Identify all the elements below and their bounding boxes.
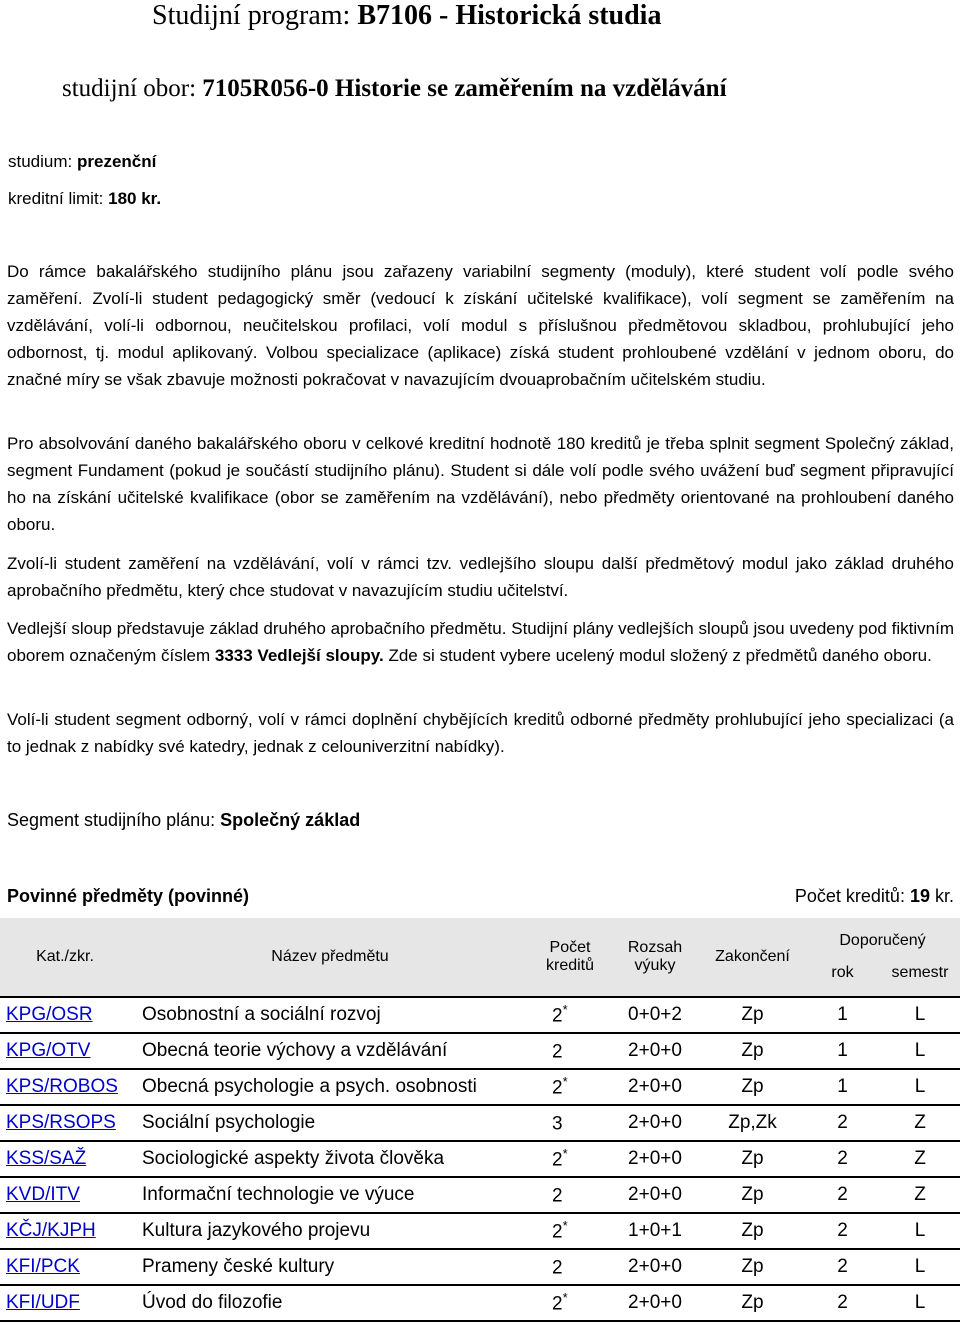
table-row	[0, 1141, 960, 1177]
course-semester-text: L	[914, 1256, 926, 1277]
header-credits-line2: kreditů	[545, 957, 595, 974]
course-completion	[700, 1249, 805, 1285]
credit-star-marker: *	[562, 1290, 568, 1306]
course-scope	[610, 997, 700, 1033]
study-mode-value: prezenční	[76, 152, 157, 171]
study-mode-label: studium:	[8, 152, 77, 171]
course-code-link[interactable]: KPS/RSOPS	[6, 1112, 116, 1133]
course-year	[805, 997, 880, 1033]
segment-label: Segment studijního plánu:	[7, 810, 221, 830]
course-scope	[610, 1177, 700, 1213]
course-credits	[530, 1141, 610, 1177]
course-year-text: 2	[837, 1184, 848, 1205]
courses-table	[0, 918, 960, 1322]
credit-star-marker: *	[562, 1002, 568, 1018]
course-code-link[interactable]: KFI/PCK	[6, 1256, 80, 1277]
course-completion-text: Zp	[741, 1004, 764, 1025]
table-row	[0, 1033, 960, 1069]
course-year	[805, 1177, 880, 1213]
course-semester	[880, 1249, 960, 1285]
course-completion	[700, 1069, 805, 1105]
credit-star-marker: *	[562, 1218, 568, 1234]
field-title	[62, 75, 727, 103]
course-scope-text: 2+0+0	[628, 1256, 682, 1277]
course-name	[130, 1249, 530, 1285]
paragraph-text: Pro absolvování daného bakalářského oboru v celkové kreditní hodnotě 180 kreditů je třeba splnit segment Společný základ, segment Fundament (pokud je součástí studijního plánu). Student si dále volí podle svého uvážení buď segment připravující ho na získání učitelské kvalifikace (obor se zaměřením na vzdělávání), nebo předměty orientované na prohloubení daného oboru.	[7, 434, 954, 534]
course-code[interactable]	[0, 1141, 130, 1177]
course-semester	[880, 1141, 960, 1177]
required-heading: Povinné předměty (povinné)	[7, 886, 250, 906]
course-credits-text: 2	[552, 1041, 563, 1063]
course-name-text: Sociální psychologie	[142, 1112, 316, 1133]
course-year	[805, 1069, 880, 1105]
course-completion	[700, 1105, 805, 1141]
intro-paragraph-3	[7, 550, 954, 604]
course-semester-text: L	[914, 1004, 926, 1025]
course-semester-text: Z	[914, 1112, 926, 1133]
table-row	[0, 1069, 960, 1105]
course-credits-text: 2	[552, 1185, 563, 1207]
course-semester-text: L	[914, 1040, 926, 1061]
course-code-link[interactable]: KPS/ROBOS	[6, 1076, 118, 1097]
paragraph-text: Zvolí-li student zaměření na vzdělávání, volí v rámci tzv. vedlejšího sloupu další předmětový modul jako základ druhého aprobačního předmětu, který chce studovat v navazujícím studiu učitelství.	[7, 554, 954, 600]
course-name	[130, 1141, 530, 1177]
header-credits-line1: Počet	[549, 939, 591, 956]
program-title	[152, 0, 661, 32]
course-semester	[880, 1213, 960, 1249]
header-recommended-label: Doporučený	[839, 932, 926, 949]
course-credits-text: 2	[552, 1149, 563, 1171]
table-row	[0, 1105, 960, 1141]
course-code-link[interactable]: KFI/UDF	[6, 1292, 80, 1313]
header-code: Kat./zkr.	[0, 918, 130, 997]
course-year-text: 1	[837, 1004, 848, 1025]
program-name: B7106 - Historická studia	[357, 0, 662, 31]
course-scope	[610, 1141, 700, 1177]
header-scope	[610, 918, 700, 997]
course-name	[130, 1033, 530, 1069]
course-credits	[530, 1285, 610, 1321]
course-year-text: 1	[837, 1040, 848, 1061]
credit-star-marker: *	[562, 1074, 568, 1090]
study-mode	[8, 152, 156, 172]
course-credits-text: 2	[552, 1293, 563, 1315]
course-name	[130, 1213, 530, 1249]
course-completion-text: Zp,Zk	[728, 1112, 777, 1133]
course-completion	[700, 1177, 805, 1213]
course-completion	[700, 1213, 805, 1249]
course-name-text: Obecná teorie výchovy a vzdělávání	[142, 1040, 448, 1061]
header-semester: semestr	[891, 964, 949, 981]
course-scope-text: 2+0+0	[628, 1076, 682, 1097]
course-year	[805, 1213, 880, 1249]
course-completion-text: Zp	[741, 1292, 764, 1313]
course-credits	[530, 1177, 610, 1213]
course-scope	[610, 1105, 700, 1141]
course-credits	[530, 997, 610, 1033]
course-code[interactable]	[0, 997, 130, 1033]
course-year	[805, 1033, 880, 1069]
course-year-text: 2	[837, 1112, 848, 1133]
course-semester-text: Z	[914, 1184, 926, 1205]
field-prefix: studijní obor:	[62, 75, 203, 102]
course-code[interactable]	[0, 1285, 130, 1321]
course-code-link[interactable]: KSS/SAŽ	[6, 1148, 87, 1169]
paragraph-bold: 3333 Vedlejší sloupy.	[214, 646, 384, 665]
course-semester-text: L	[914, 1076, 926, 1097]
course-semester	[880, 1177, 960, 1213]
course-code[interactable]	[0, 1213, 130, 1249]
course-credits	[530, 1213, 610, 1249]
course-credits-text: 2	[552, 1005, 563, 1027]
course-name	[130, 1069, 530, 1105]
intro-paragraph-1	[7, 258, 954, 393]
course-credits-text: 2	[552, 1077, 563, 1099]
credit-limit	[8, 189, 161, 209]
course-scope-text: 2+0+0	[628, 1184, 682, 1205]
course-scope-text: 0+0+2	[628, 1004, 682, 1025]
course-year-text: 1	[837, 1076, 848, 1097]
segment-value: Společný základ	[220, 810, 361, 830]
course-name	[130, 1285, 530, 1321]
course-semester-text: L	[914, 1220, 926, 1241]
table-row	[0, 1177, 960, 1213]
course-name-text: Obecná psychologie a psych. osobnosti	[142, 1076, 477, 1097]
course-completion	[700, 1033, 805, 1069]
course-year-text: 2	[837, 1292, 848, 1313]
required-credits	[795, 886, 954, 907]
course-code-link[interactable]: KVD/ITV	[6, 1184, 80, 1205]
course-scope	[610, 1213, 700, 1249]
course-year	[805, 1249, 880, 1285]
course-code-link[interactable]: KČJ/KJPH	[6, 1220, 96, 1241]
course-credits-text: 2	[552, 1221, 563, 1243]
course-code[interactable]	[0, 1249, 130, 1285]
course-semester	[880, 997, 960, 1033]
course-credits	[530, 1249, 610, 1285]
paragraph-text	[7, 615, 954, 669]
course-year	[805, 1141, 880, 1177]
paragraph-text: Volí-li student segment odborný, volí v rámci doplnění chybějících kreditů odborné předměty prohlubující jeho specializaci (a to jednak z nabídky své katedry, jednak z celouniverzitní nabídky).	[7, 710, 954, 756]
course-scope	[610, 1069, 700, 1105]
course-year-text: 2	[837, 1220, 848, 1241]
course-scope-text: 2+0+0	[628, 1040, 682, 1061]
table-header-row	[0, 918, 960, 997]
course-semester	[880, 1069, 960, 1105]
course-code[interactable]	[0, 1177, 130, 1213]
header-completion: Zakončení	[700, 918, 805, 997]
course-name-text: Úvod do filozofie	[142, 1292, 283, 1313]
course-completion	[700, 997, 805, 1033]
course-credits	[530, 1069, 610, 1105]
intro-paragraph-4	[7, 615, 954, 669]
course-name	[130, 1177, 530, 1213]
header-credits	[530, 918, 610, 997]
course-scope-text: 1+0+1	[628, 1220, 682, 1241]
course-semester	[880, 1105, 960, 1141]
table-row	[0, 1249, 960, 1285]
course-completion-text: Zp	[741, 1040, 764, 1061]
segment-heading	[7, 810, 360, 831]
course-code[interactable]	[0, 1105, 130, 1141]
course-scope-text: 2+0+0	[628, 1112, 682, 1133]
course-completion	[700, 1285, 805, 1321]
course-scope	[610, 1285, 700, 1321]
course-completion-text: Zp	[741, 1184, 764, 1205]
header-scope-line1: Rozsah	[627, 939, 683, 956]
course-name	[130, 1105, 530, 1141]
course-semester-text: Z	[914, 1148, 926, 1169]
course-year	[805, 1105, 880, 1141]
course-code[interactable]	[0, 1033, 130, 1069]
paragraph-part: Zde si student vybere ucelený modul složený z předmětů daného oboru.	[383, 646, 932, 665]
table-row	[0, 1213, 960, 1249]
course-name-text: Sociologické aspekty života člověka	[142, 1148, 445, 1169]
course-semester	[880, 1033, 960, 1069]
header-recommended	[805, 918, 960, 997]
intro-paragraph-2	[7, 430, 954, 538]
course-credits	[530, 1105, 610, 1141]
course-completion-text: Zp	[741, 1076, 764, 1097]
paragraph-text: Do rámce bakalářského studijního plánu jsou zařazeny variabilní segmenty (moduly), které student volí podle svého zaměření. Zvolí-li student pedagogický směr (vedoucí k získání učitelské kvalifikace), volí segment se zaměřením na vzdělávání, volí-li odbornou, neučitelskou profilaci, volí modul s příslušnou předmětovou skladbou, prohlubující jeho odbornost, tj. modul aplikovaný. Volbou specializace (aplikace) získá student prohloubené vzdělání v jednom oboru, do značné míry se však zbavuje možnosti pokračovat v navazujícím dvouaprobačním učitelském studiu.	[7, 262, 954, 389]
course-completion-text: Zp	[741, 1220, 764, 1241]
course-name-text: Kultura jazykového projevu	[142, 1220, 371, 1241]
course-scope-text: 2+0+0	[628, 1292, 682, 1313]
credit-limit-value: 180 kr.	[108, 189, 162, 208]
course-code-link[interactable]: KPG/OTV	[6, 1040, 91, 1061]
course-year-text: 2	[837, 1148, 848, 1169]
course-completion-text: Zp	[741, 1256, 764, 1277]
credits-unit: kr.	[929, 886, 954, 906]
course-scope-text: 2+0+0	[628, 1148, 682, 1169]
course-completion	[700, 1141, 805, 1177]
course-name-text: Osobnostní a sociální rozvoj	[142, 1004, 381, 1025]
course-year-text: 2	[837, 1256, 848, 1277]
course-name	[130, 997, 530, 1033]
intro-paragraph-5	[7, 706, 954, 760]
credits-value: 19	[909, 886, 930, 906]
course-scope	[610, 1249, 700, 1285]
credit-limit-label: kreditní limit:	[8, 189, 109, 208]
course-credits	[530, 1033, 610, 1069]
table-row	[0, 997, 960, 1033]
program-prefix: Studijní program:	[152, 0, 358, 31]
table-row	[0, 1285, 960, 1321]
course-credits-text: 3	[552, 1113, 563, 1135]
course-code-link[interactable]: KPG/OSR	[6, 1004, 93, 1025]
course-name-text: Prameny české kultury	[142, 1256, 335, 1277]
header-scope-line2: výuky	[634, 957, 676, 974]
header-recommended-sub	[805, 964, 960, 982]
credit-star-marker: *	[562, 1146, 568, 1162]
field-name: 7105R056-0 Historie se zaměřením na vzdělávání	[202, 75, 727, 102]
header-year: rok	[831, 964, 854, 981]
course-code[interactable]	[0, 1069, 130, 1105]
course-semester	[880, 1285, 960, 1321]
course-year	[805, 1285, 880, 1321]
course-semester-text: L	[914, 1292, 926, 1313]
course-name-text: Informační technologie ve výuce	[142, 1184, 415, 1205]
paragraph-part: Vedlejší sloup představuje základ druhého aprobačního předmětu. Studijní plány vedlejších sloupů jsou uvedeny pod fiktivním oborem označeným číslem	[7, 619, 954, 665]
course-credits-text: 2	[552, 1257, 563, 1279]
header-name: Název předmětu	[130, 918, 530, 997]
course-completion-text: Zp	[741, 1148, 764, 1169]
credits-label: Počet kreditů:	[794, 886, 910, 906]
course-scope	[610, 1033, 700, 1069]
